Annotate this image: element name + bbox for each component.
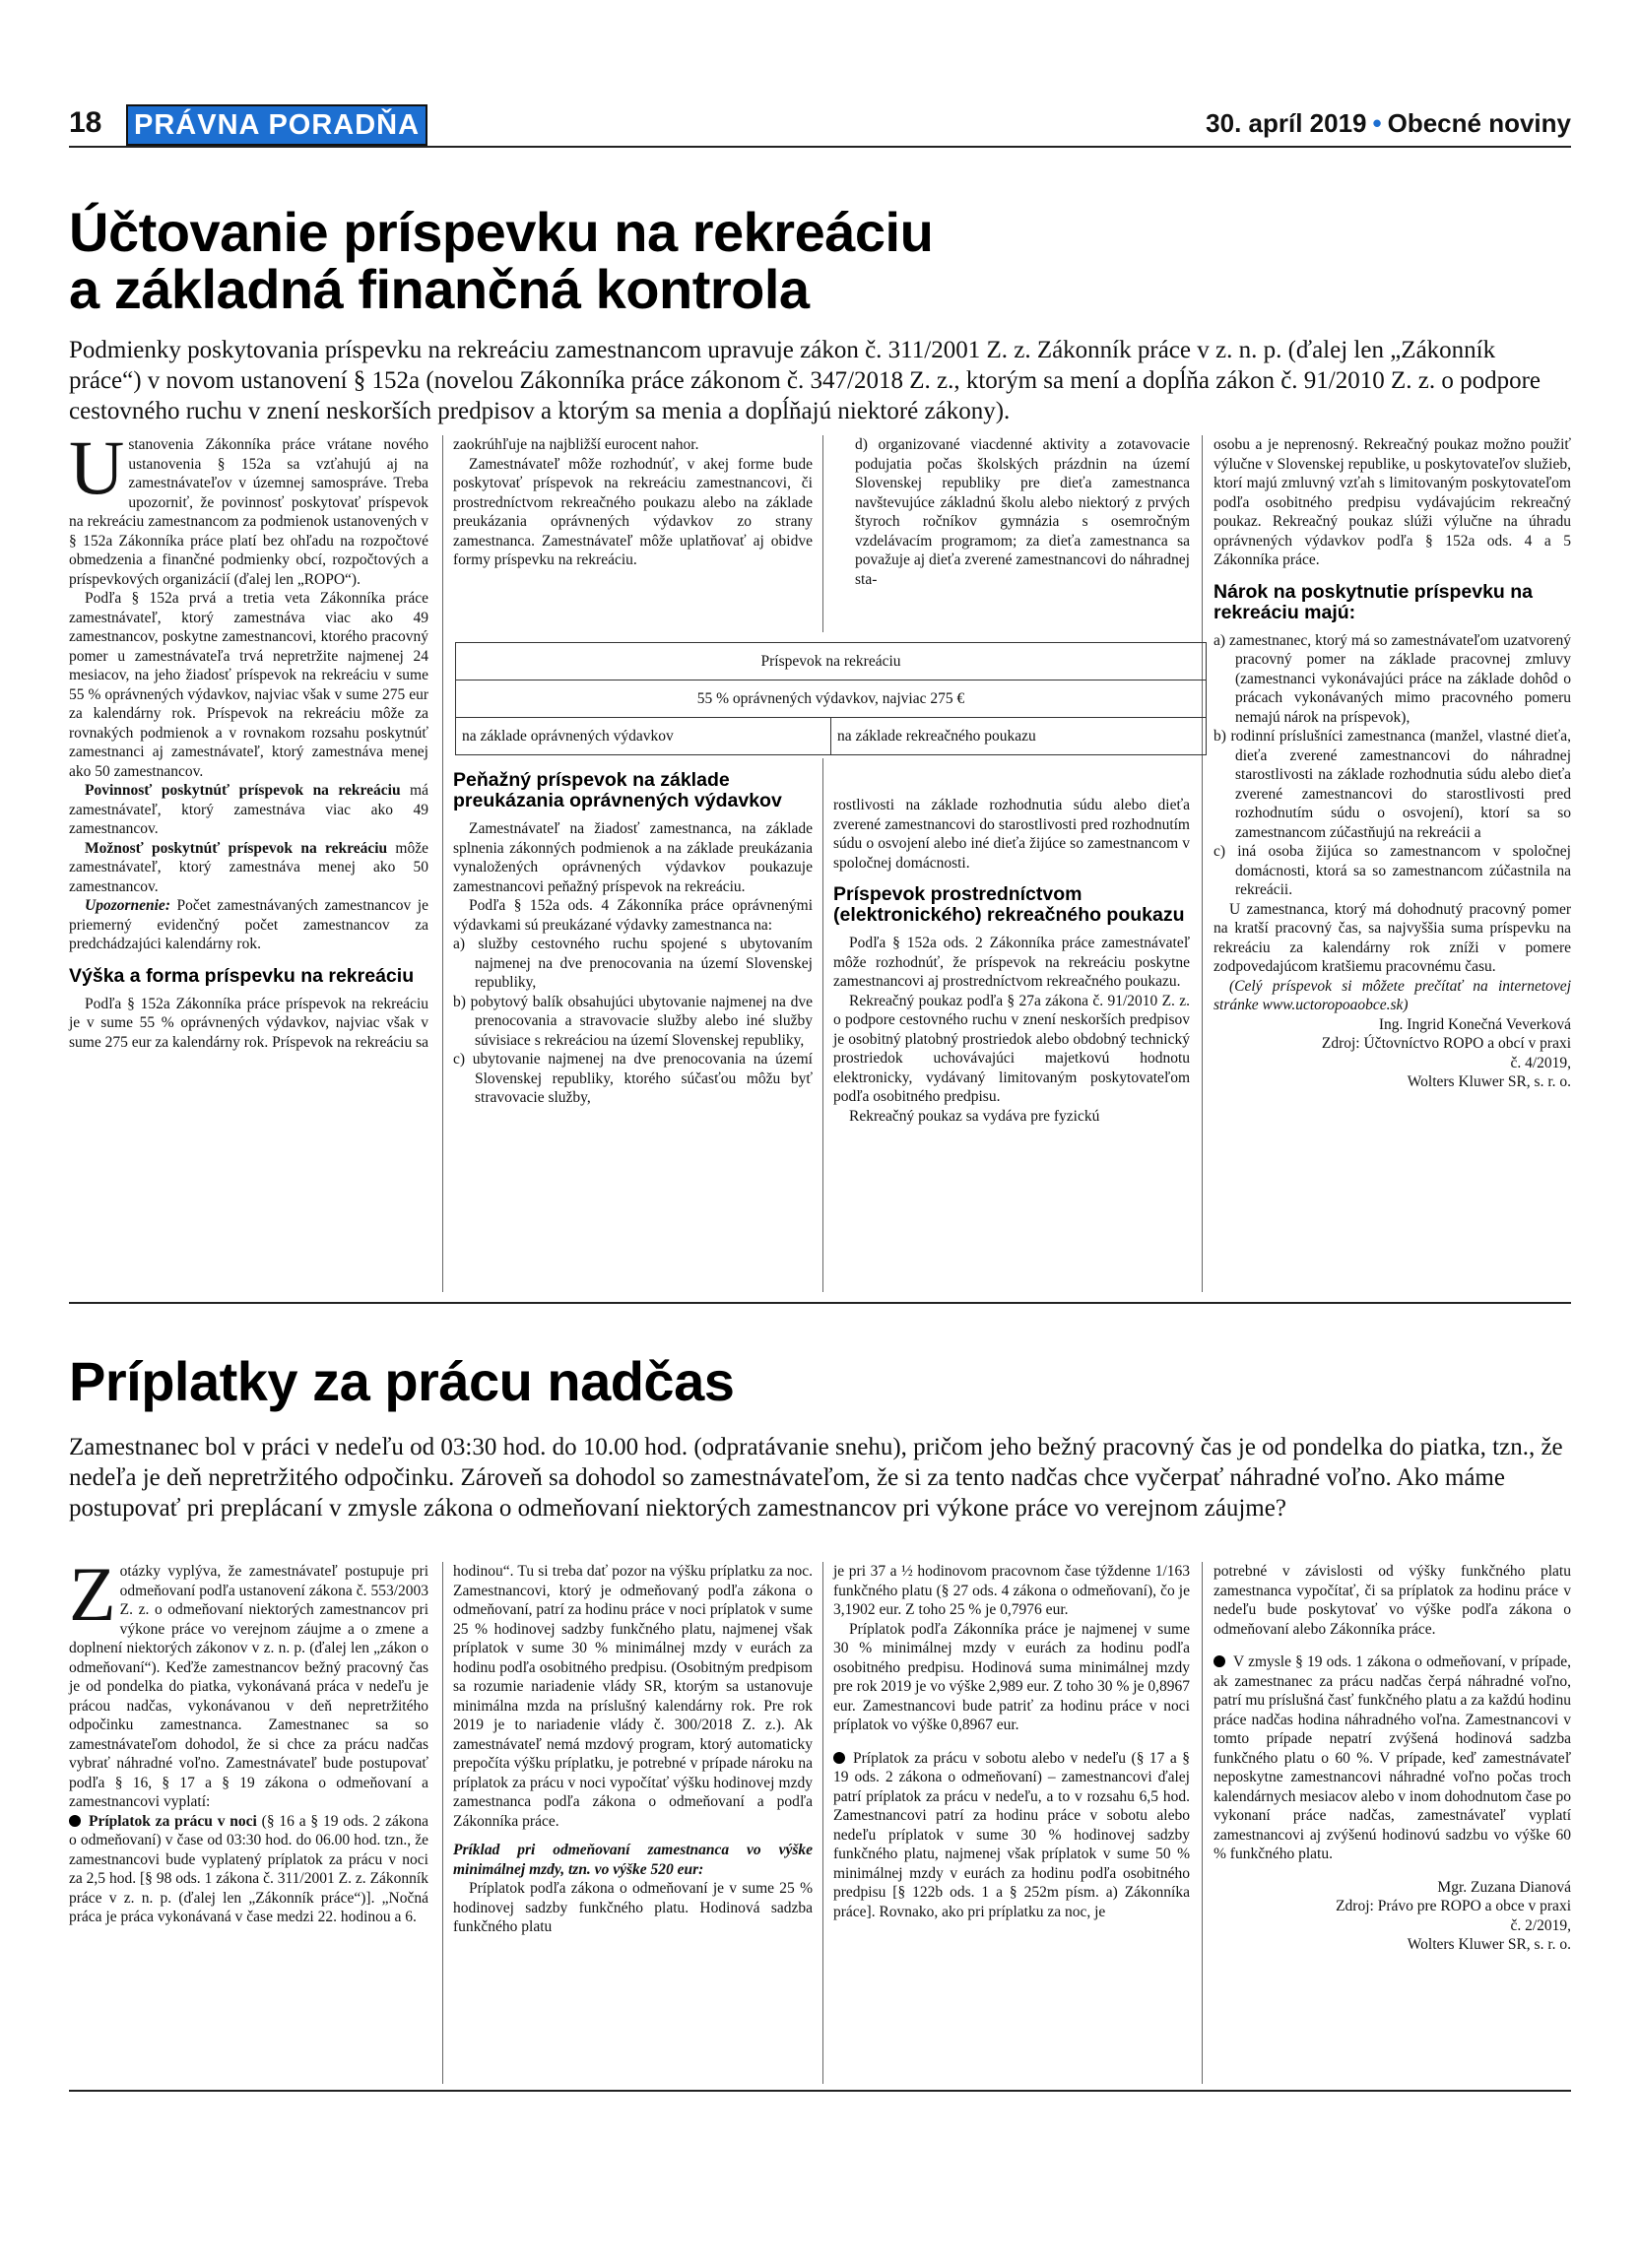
column-divider: [1202, 435, 1203, 1292]
column-divider: [822, 435, 823, 632]
page-header: [69, 102, 1571, 144]
article1-column-3-top: [833, 435, 1190, 589]
bold-phrase: Príplatok za prácu v noci: [89, 1812, 257, 1830]
source: Wolters Kluwer SR, s. r. o.: [1407, 1936, 1571, 1953]
list-item: a) služby cestovného ruchu spojené s ubytovaním najmenej na dve prenocovania na území Slovenskej republiky,: [453, 936, 813, 991]
paragraph: Príplatok podľa Zákonníka práce je najmenej v sume 30 % minimálnej mzdy v eurách za hodinu podľa osobitného predpisu. Hodinová suma minimálnej mzdy pre rok 2019 je vo výške 2,989 eur. Z toho 30 % je 0,8967 eur. Zamestnancovi bude patriť za hodinu práce v noci príplatok vo výške 0,8967 eur.: [833, 1620, 1190, 1733]
paragraph: Podľa § 152a ods. 2 Zákonníka práce zamestnávateľ môže rozhodnúť, že príspevok na rekreáciu poskytne zamestnancovi aj prostredníctvom rekreačného poukazu.: [833, 935, 1190, 990]
paragraph: stanovenia Zákonníka práce vrátane nového ustanovenia § 152a sa vzťahujú aj na zamestnávateľov v územnej samospráve. Treba upozorniť, že povinnosť poskytovať príspevok na rekreáciu zamestnancom za podmienok ustanovených v § 152a Zákonníka práce platí bez ohľadu na rozpočtové obmedzenia a finančné podmienky obcí, rozpočtových a príspevkových organizácií (ďalej len „ROPO“).: [69, 436, 428, 588]
bold-phrase: Možnosť poskytnúť príspevok na rekreáciu: [85, 839, 388, 857]
paragraph: Rekreačný poukaz sa vydáva pre fyzickú: [849, 1107, 1100, 1125]
paragraph: je pri 37 a ½ hodinovom pracovnom čase týždenne 1/163 funkčného platu (§ 27 ods. 4 zákona o odmeňovaní), čo je 3,1902 eur. Z toho 25 % je 0,7976 eur.: [833, 1563, 1190, 1618]
article1-lead: Podmienky poskytovania príspevku na rekreáciu zamestnancom upravuje zákon č. 311/2001 Z. z. Zákonník práce v z. n. p. (ďalej len „Zákonník práce“) v novom ustanovení § 152a (novelou Zákonníka práce zákonom č. 347/2018 Z. z., ktorým sa mení a dopĺňa zákon č. 91/2010 Z. z. o podpore cestovného ruchu v znení neskorších predpisov a ktorým sa menia a dopĺňajú niektoré zákony).: [69, 337, 1542, 424]
list-item: d) organizované viacdenné aktivity a zotavovacie podujatia počas školských prázdnin na území Slovenskej republiky pre dieťa zamestnanca navštevujúce základnú školu alebo niektorý z prvých štyroch ročníkov gymnázia s osemročným vzdelávacím programom; za dieťa zamestnanca sa považuje aj dieťa zverené zamestnancovi do náhradnej sta-: [855, 436, 1190, 588]
article-separator: [69, 1302, 1571, 1304]
section-label: PRÁVNA PORADŇA: [126, 104, 427, 146]
article1-column-3-bottom: [833, 796, 1190, 1126]
paragraph: rostlivosti na základe rozhodnutia súdu alebo dieťa zverené zamestnancovi do starostlivosti pred rozhodnutím súdu o osvojení alebo iné dieťa žijúce so zamestnancom v spoločnej domácnosti.: [833, 797, 1190, 872]
article1-column-1: [69, 424, 429, 1052]
article2-column-4: [1214, 1562, 1571, 1955]
subheading: Výška a forma príspevku na rekreáciu: [69, 964, 415, 987]
issue-info: [1206, 102, 1571, 144]
paragraph-text: (§ 16 a § 19 ods. 2 zákona o odmeňovaní) v čase od 03:30 hod. do 06.00 hod. tzn., že zamestnancovi bude vyplatený príplatok za prácu v noci za 2,5 hod. [§ 98 ods. 1 zákona č. 311/2001 Z. z. Zákonník práce v z. n. p. (ďalej len „Zákonník práce“)]. „Nočná práca je práca vykonávaná v čase medzi 22. hodinou a 6.: [69, 1812, 428, 1925]
source: Zdroj: Účtovníctvo ROPO a obcí v praxi: [1321, 1035, 1571, 1052]
article1-column-2-bottom: [453, 766, 813, 1108]
drop-cap: Z: [69, 1551, 116, 1637]
source: č. 2/2019,: [1510, 1916, 1571, 1934]
example-heading: Príklad pri odmeňovaní zamestnanca vo výške minimálnej mzdy, tzn. vo výške 520 eur:: [453, 1842, 813, 1878]
article2-lead: Zamestnanec bol v práci v nedeľu od 03:30 hod. do 10.00 hod. (odpratávanie snehu), pričom jeho bežný pracovný čas je od pondelka do piatka, tzn., že nedeľa je deň nepretržitého odpočinku. Zároveň sa dohodol so zamestnávateľom, že si za tento nadčas chce vyčerpať náhradné voľno. Ako máme postupovať pri preplácaní v zmysle zákona o odmeňovaní niektorých zamestnancov pri výkone práce vo verejnom záujme?: [69, 1434, 1563, 1522]
page-number: 18: [69, 106, 102, 139]
bullet-icon: [833, 1752, 845, 1764]
bold-phrase: Povinnosť poskytnúť príspevok na rekreáciu: [85, 782, 401, 799]
column-divider: [1202, 1562, 1203, 2084]
list-item: c) ubytovanie najmenej na dve prenocovania na území Slovenskej republiky, ktorého súčasťou môžu byť stravovacie služby,: [453, 1051, 813, 1106]
paragraph-text: V zmysle § 19 ods. 1 zákona o odmeňovaní, v prípade, ak zamestnanec za prácu nadčas čerpá náhradné voľno, patrí mu príslušná časť funkčného platu a za každú hodinu práce nadčas hodina náhradného voľna. Zamestnancovi v tomto prípade nepatrí zvýšená hodinová sadzba funkčného platu o 60 %. V prípade, keď zamestnávateľ neposkytne zamestnancovi náhradné voľno počas troch kalendárnych mesiacov alebo v inom dohodnutom čase po vykonaní práce nadčas, zamestnávateľ vyplatí zamestnancovi aj zvýšenú hodinovú sadzbu vo výške 60 % funkčného platu.: [1214, 1653, 1571, 1862]
paragraph: Podľa § 152a ods. 4 Zákonníka práce oprávnenými výdavkami sú preukázané výdavky zamestnanca na:: [453, 897, 813, 934]
source: Zdroj: Právo pre ROPO a obce v praxi: [1336, 1898, 1571, 1914]
note: (Celý príspevok si môžete prečítať na internetovej stránke www.uctoropoaobce.sk): [1214, 977, 1571, 1013]
paragraph: hodinou“. Tu si treba dať pozor na výšku príplatku za noc. Zamestnancovi, ktorý je odmeňovaný podľa zákona o odmeňovaní, patrí za hodinu práce v noci príplatok v sume 25 % hodinovej sadzby funkčného platu, najmenej však príplatok v sume 30 % minimálnej mzdy v eurách za hodinu podľa osobitného predpisu. (Osobitným predpisom sa rozumie nariadenie vlády SR, ktorým sa ustanovuje minimálna mzda na príslušný kalendárny rok. Pre rok 2019 je to nariadenie vlády č. 300/2018 Z. z.). Ak zamestnávateľ nemá mzdový program, ktorý automaticky prepočíta výšku príplatku, je potrebné v prípade nároku na príplatok za prácu v noci vypočítať výšku hodinovej mzdy zamestnanca podľa zákona o odmeňovaní a podľa Zákonníka práce.: [453, 1563, 814, 1830]
list-item: c) iná osoba žijúca so zamestnancom v spoločnej domácnosti, ktorá sa so zamestnancom zúčastnila na rekreácii.: [1214, 843, 1571, 898]
article1-column-4: [1214, 435, 1571, 1092]
article2-column-3: [833, 1562, 1190, 1921]
paragraph: Rekreačný poukaz podľa § 27a zákona č. 91/2010 Z. z. o podpore cestovného ruchu v znení neskorších predpisov je osobitný platobný prostriedok alebo obdobný technický prostriedok uchovávajúci majetkovú hodnotu elektronicky, vydávaný limitovaným poskytovateľom podľa osobitného predpisu.: [833, 992, 1190, 1105]
drop-cap: U: [69, 424, 125, 510]
paragraph: Podľa § 152a prvá a tretia veta Zákonníka práce zamestnávateľ, ktorý zamestnáva viac ako 49 zamestnancov, poskytne zamestnancovi, ktorého pracovný pomer u zamestnávateľa trvá nepretržite najmenej 24 mesiacov, na jeho žiadosť príspevok na rekreáciu v sume 55 % oprávnených výdavkov, najviac však v sume 275 eur za kalendárny rok. Príspevok na rekreáciu môže za rovnakých podmienok a v rovnakom rozsahu poskytnúť zamestnanci aj zamestnávateľ, ktorý zamestnáva menej ako 50 zamestnancov.: [69, 590, 428, 780]
paragraph: osobu a je neprenosný. Rekreačný poukaz možno použiť výlučne v Slovenskej republike, u poskytovateľov služieb, ktorí majú zmluvný vzťah s limitovaným poskytovateľom podľa osobitného predpisu vydávajúcim rekreačný poukaz. Rekreačný poukaz slúži výlučne na úhradu oprávnených výdavkov podľa § 152a ods. 4 a 5 Zákonníka práce.: [1214, 436, 1571, 568]
article2-column-1: [69, 1551, 428, 1927]
footer-rule: [69, 2090, 1571, 2092]
paragraph: [69, 781, 428, 839]
subheading: Nárok na poskytnutie príspevku na rekreáciu majú:: [1214, 580, 1534, 623]
publication-name: Obecné noviny: [1387, 108, 1571, 138]
bullet-paragraph: [69, 1812, 428, 1927]
paragraph-text: má zamestnávateľ, ktorý zamestnáva viac ako 49 zamestnancov.: [69, 782, 428, 837]
list-item: a) zamestnanec, ktorý má so zamestnávateľom uzatvorený pracovný pomer na základe pracovnej zmluvy (zamestnanci vykonávajúci práce na základe dohôd o prácach vykonávaných mimo pracovného pomeru nemajú nárok na príspevok),: [1214, 631, 1571, 726]
paragraph: zaokrúhľuje na najbližší eurocent nahor.: [453, 436, 699, 453]
subheading: Príspevok prostredníctvom (elektronického) rekreačného poukazu: [833, 883, 1185, 926]
subheading: Peňažný príspevok na základe preukázania oprávnených výdavkov: [453, 769, 782, 811]
paragraph-text: Počet zamestnávaných zamestnancov je priemerný evidenčný počet zamestnancov za predchádzajúci kalendárny rok.: [69, 897, 428, 952]
paragraph: [69, 839, 428, 897]
source: Wolters Kluwer SR, s. r. o.: [1407, 1073, 1571, 1090]
paragraph: [69, 896, 428, 954]
bullet-icon: [69, 1815, 81, 1827]
table-cell: na základe oprávnených výdavkov: [456, 718, 831, 755]
table-cell: na základe rekreačného poukazu: [831, 718, 1207, 755]
column-divider: [822, 758, 823, 1292]
column-divider: [822, 1562, 823, 2084]
bullet-paragraph: [833, 1749, 1190, 1922]
paragraph: otázky vyplýva, že zamestnávateľ postupuje pri odmeňovaní podľa ustanovení zákona č. 553/2003 Z. z. o odmeňovaní niektorých zamestnancov pri výkone práce vo verejnom záujme a o zmene a doplnení niektorých zákonov v z. n. p. (ďalej len „zákon o odmeňovaní“). Keďže zamestnancov bežný pracovný čas je od pondelka do piatka, vykonávaná práca v nedeľu je prácou nadčas, vykonávanou v deň nepretržitého odpočinku zamestnanca. Zamestnanec sa so zamestnávateľom dohodol, že si chce za prácu nadčas vybrať náhradné voľno. Zamestnávateľ bude postupovať podľa § 16, § 17 a § 19 zákona o odmeňovaní a zamestnancovi vyplatí:: [69, 1563, 428, 1810]
source: č. 4/2019,: [1510, 1054, 1571, 1071]
article1-title: [69, 201, 934, 320]
paragraph-text: môže zamestnávateľ, ktorý zamestnáva menej ako 50 zamestnancov.: [69, 839, 429, 895]
article1-title-line1: Účtovanie príspevku na rekreáciu: [69, 201, 934, 263]
paragraph: potrebné v závislosti od výšky funkčného platu zamestnanca vypočítať, či sa príplatok za hodinu práce v nedeľu bude poskytovať vo výške podľa zákona o odmeňovaní alebo Zákonníka práce.: [1214, 1563, 1571, 1638]
contribution-table: [455, 642, 1207, 755]
paragraph: Zamestnávateľ môže rozhodnúť, v akej forme bude poskytovať príspevok na rekreáciu zamestnancovi, či prostredníctvom rekreačného poukazu alebo na základe preukázania oprávnených výdavkov zo strany zamestnanca. Zamestnávateľ môže uplatňovať aj obidve formy príspevku na rekreáciu.: [453, 455, 813, 568]
header-rule: [69, 146, 1571, 148]
table-cell: Príspevok na rekreáciu: [456, 643, 1207, 680]
bullet-paragraph: [1214, 1652, 1571, 1864]
paragraph: Podľa § 152a Zákonníka práce príspevok na rekreáciu je v sume 55 % oprávnených výdavkov, najviac však v sume 275 eur za kalendárny rok. Príspevok na rekreáciu sa: [69, 995, 428, 1051]
article1-column-2-top: [453, 435, 813, 570]
table-cell: 55 % oprávnených výdavkov, najviac 275 €: [456, 680, 1207, 718]
bullet-icon: [1214, 1655, 1225, 1667]
paragraph: U zamestnanca, ktorý má dohodnutý pracovný pomer na kratší pracovný čas, sa najvyššia suma príspevku na rekreáciu za kalendárny rok zníži v pomere zodpovedajúcom kratšiemu pracovnému času.: [1214, 900, 1571, 975]
bullet-dot-icon: •: [1372, 108, 1382, 138]
paragraph: Zamestnávateľ na žiadosť zamestnanca, na základe splnenia zákonných podmienok a na základe preukázania vynaložených oprávnených výdavkov poukazuje zamestnancovi peňažný príspevok na rekreáciu.: [453, 820, 813, 895]
article2-title: Príplatky za prácu nadčas: [69, 1350, 735, 1412]
column-divider: [442, 435, 443, 1292]
article1-title-line2: a základná finančná kontrola: [69, 258, 810, 320]
author: Mgr. Zuzana Dianová: [1437, 1878, 1571, 1896]
column-divider: [442, 1562, 443, 2084]
paragraph-text: Príplatok za prácu v sobotu alebo v nedeľu (§ 17 a § 19 ods. 2 zákona o odmeňovaní) – zamestnancovi ďalej patrí príplatok za prácu v nedeľu, a to v rozsahu 6,5 hod. Zamestnancovi patrí za hodinu práce v sobotu alebo nedeľu príplatok v sume 30 % hodinovej sadzby funkčného platu, najmenej však príplatok v sume 50 % minimálnej mzdy v eurách za hodinu podľa osobitného predpisu [§ 122b ods. 1 a § 252m písm. a) Zákonníka práce]. Rovnako, ako pri príplatku za noc, je: [833, 1749, 1190, 1920]
list-item: b) rodinní príslušníci zamestnanca (manžel, vlastné dieťa, dieťa zverené zamestnancovi do náhradnej starostlivosti na základe rozhodnutia súdu alebo dieťa zverené zamestnancovi do starostlivosti pred rozhodnutím súdu o osvojení), ktorí sa so zamestnancom zúčastňujú na rekreácii a: [1214, 728, 1571, 841]
author: Ing. Ingrid Konečná Veverková: [1378, 1015, 1571, 1033]
paragraph: Príplatok podľa zákona o odmeňovaní je v sume 25 % hodinovej sadzby funkčného platu. Hodinová sadzba funkčného platu: [453, 1880, 813, 1935]
warning-label: Upozornenie:: [85, 897, 170, 914]
article2-column-2: [453, 1562, 813, 1937]
issue-date: 30. apríl 2019: [1206, 108, 1367, 138]
list-item: b) pobytový balík obsahujúci ubytovanie najmenej na dve prenocovania a stravovacie služby alebo iné služby súvisiace s rekreáciou na území Slovenskej republiky,: [453, 993, 813, 1049]
